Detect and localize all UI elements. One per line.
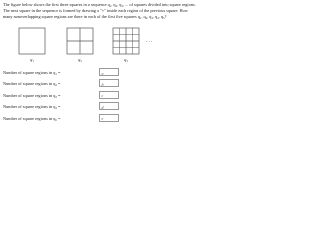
question-label: Number of square regions in q₁ = [3, 70, 61, 75]
answer-placeholder-letter: b [101, 81, 104, 87]
answer-input-q3[interactable] [99, 91, 119, 99]
squares-diagram [0, 26, 200, 58]
label-q3: q₃ [124, 57, 128, 62]
problem-statement: The figure below shows the first three squares in a sequence q₁, q₂, q₃, ... of squares divided into square regions. The next square in the sequence is formed by drawing a "+" inside each region of the previous square. How many nonoverlapping square regions are there in each of the first five squares q₁, q₂, q₃, q₄, q₅? [3, 2, 196, 19]
answer-input-q5[interactable] [99, 114, 119, 122]
answer-input-q2[interactable] [99, 79, 119, 87]
answer-row-q5 [3, 114, 197, 125]
answer-placeholder-letter: d [101, 104, 104, 110]
label-q2: q₂ [78, 57, 82, 62]
answer-placeholder-letter: c [101, 93, 104, 99]
answer-row-q1 [3, 68, 197, 79]
answer-placeholder-letter: e [101, 116, 104, 122]
answer-rows [3, 68, 197, 125]
question-label: Number of square regions in q₃ = [3, 92, 61, 98]
sequence-ellipsis: . . . [146, 39, 153, 44]
answer-row-q2 [3, 79, 197, 90]
square-q1 [19, 28, 45, 54]
label-q1: q₁ [30, 57, 34, 62]
answer-row-q4 [3, 102, 197, 113]
answer-input-q1[interactable] [99, 68, 119, 76]
question-label: Number of square regions in q₂ = [3, 81, 61, 87]
answer-input-q4[interactable] [99, 102, 119, 110]
squares-figure [0, 26, 200, 62]
question-label: Number of square regions in q₅ = [3, 115, 61, 121]
answer-placeholder-letter: a [101, 70, 104, 76]
question-label: Number of square regions in q₄ = [3, 104, 61, 110]
answer-row-q3 [3, 91, 197, 102]
square-q3 [113, 28, 139, 54]
square-q2 [67, 28, 93, 54]
